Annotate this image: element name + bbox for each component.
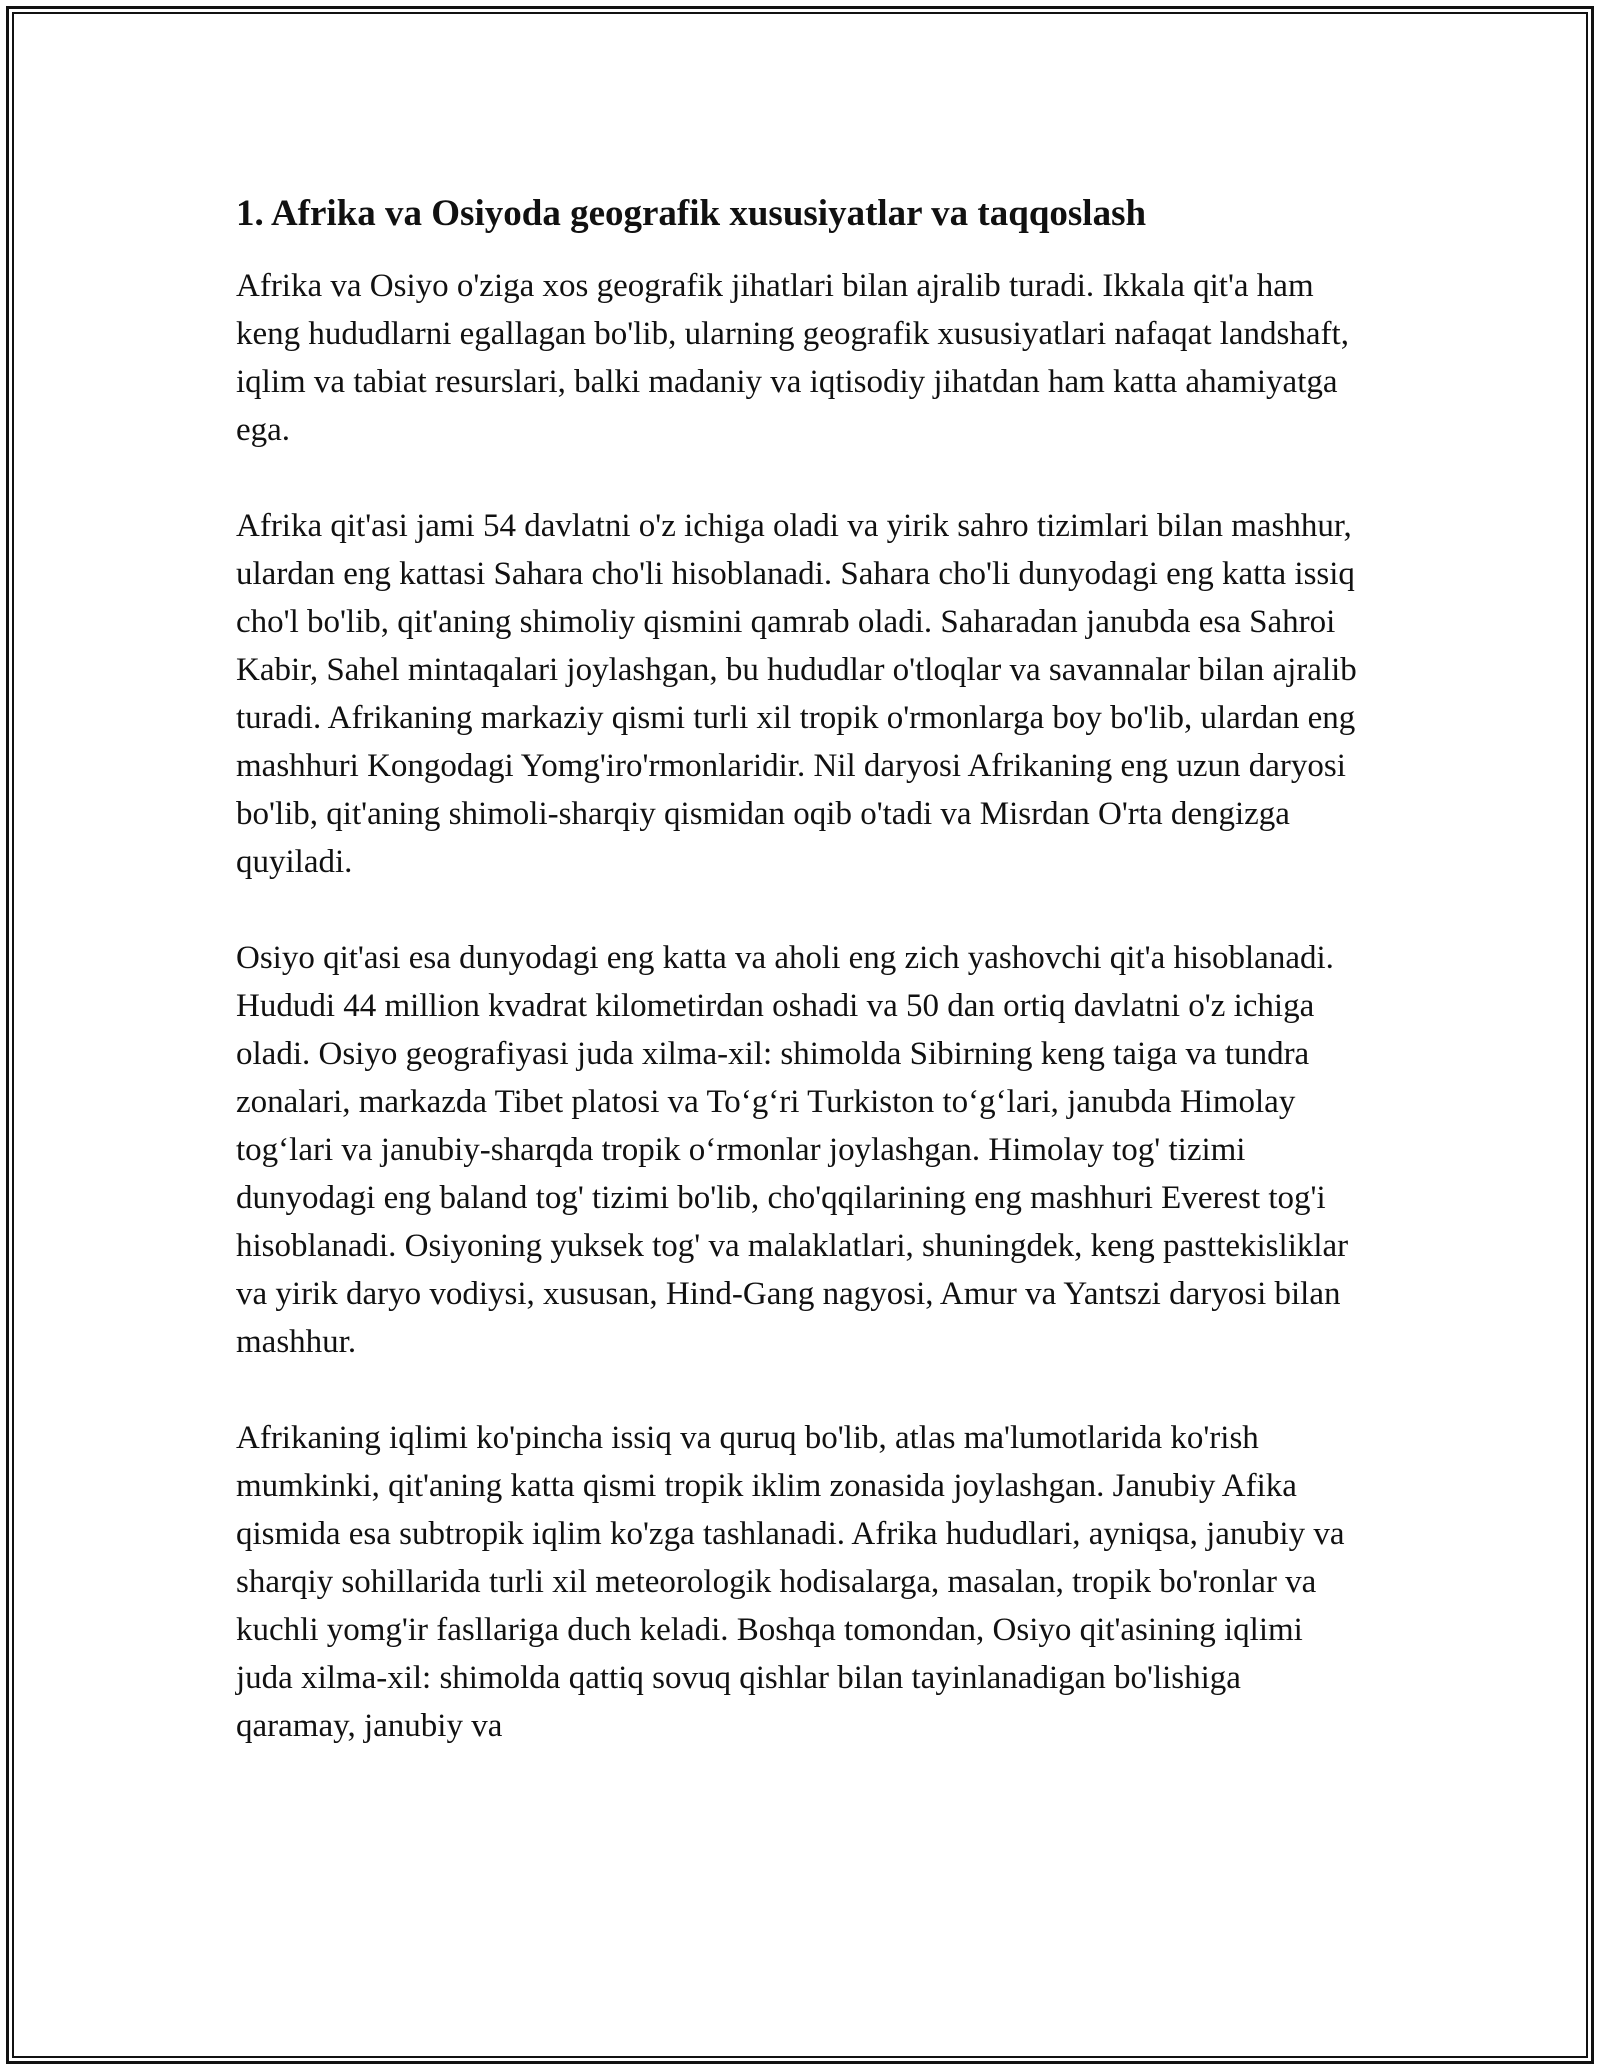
section-heading: 1. Afrika va Osiyoda geografik xususiyatlar va taqqoslash xyxy=(236,193,1147,234)
paragraph-asia: Osiyo qit'asi esa dunyodagi eng katta va aholi eng zich yashovchi qit'a hisoblanadi. Hududi 44 million kvadrat kilometirdan oshadi va 50 dan ortiq davlatni o'z ichiga oladi. Osiyo geografiyasi juda xilma-xil: shimolda Sibirning keng taiga va tundra zonalari, markazda Tibet platosi va To‘g‘ri Turkiston to‘g‘lari, janubda Himolay tog‘lari va janubiy-sharqda tropik o‘rmonlar joylashgan. Himolay tog' tizimi dunyodagi eng baland tog' tizimi bo'lib, cho'qqilarining eng mashhuri Everest tog'i hisoblanadi. Osiyoning yuksek tog' va malaklatlari, shuningdek, keng pasttekisliklar va yirik daryo vodiysi, xususan, Hind-Gang nagyosi, Amur va Yantszi daryosi bilan mashhur. xyxy=(236,940,1349,1360)
paragraph-intro: Afrika va Osiyo o'ziga xos geografik jihatlari bilan ajralib turadi. Ikkala qit'a ham keng hududlarni egallagan bo'lib, ularning geografik xususiyatlari nafaqat landshaft, iqlim va tabiat resurslari, balki madaniy va iqtisodiy jihatdan ham katta ahamiyatga ega. xyxy=(236,268,1349,448)
document-body xyxy=(236,190,1366,1798)
paragraph-climate: Afrikaning iqlimi ko'pincha issiq va quruq bo'lib, atlas ma'lumotlarida ko'rish mumkinki, qit'aning katta qismi tropik iklim zonasida joylashgan. Janubiy Afika qismida esa subtropik iqlim ko'zga tashlanadi. Afrika hududlari, ayniqsa, janubiy va sharqiy sohillarida turli xil meteorologik hodisalarga, masalan, tropik bo'ronlar va kuchli yomg'ir fasllariga duch keladi. Boshqa tomondan, Osiyo qit'asining iqlimi juda xilma-xil: shimolda qattiq sovuq qishlar bilan tayinlanadigan bo'lishiga qaramay, janubiy va xyxy=(236,1420,1345,1744)
paragraph-africa: Afrika qit'asi jami 54 davlatni o'z ichiga oladi va yirik sahro tizimlari bilan mashhur, ulardan eng kattasi Sahara cho'li hisoblanadi. Sahara cho'li dunyodagi eng katta issiq cho'l bo'lib, qit'aning shimoliy qismini qamrab oladi. Saharadan janubda esa Sahroi Kabir, Sahel mintaqalari joylashgan, bu hududlar o'tloqlar va savannalar bilan ajralib turadi. Afrikaning markaziy qismi turli xil tropik o'rmonlarga boy bo'lib, ulardan eng mashhuri Kongodagi Yomg'iro'rmonlaridir. Nil daryosi Afrikaning eng uzun daryosi bo'lib, qit'aning shimoli-sharqiy qismidan oqib o'tadi va Misrdan O'rta dengizga quyiladi. xyxy=(236,508,1357,880)
